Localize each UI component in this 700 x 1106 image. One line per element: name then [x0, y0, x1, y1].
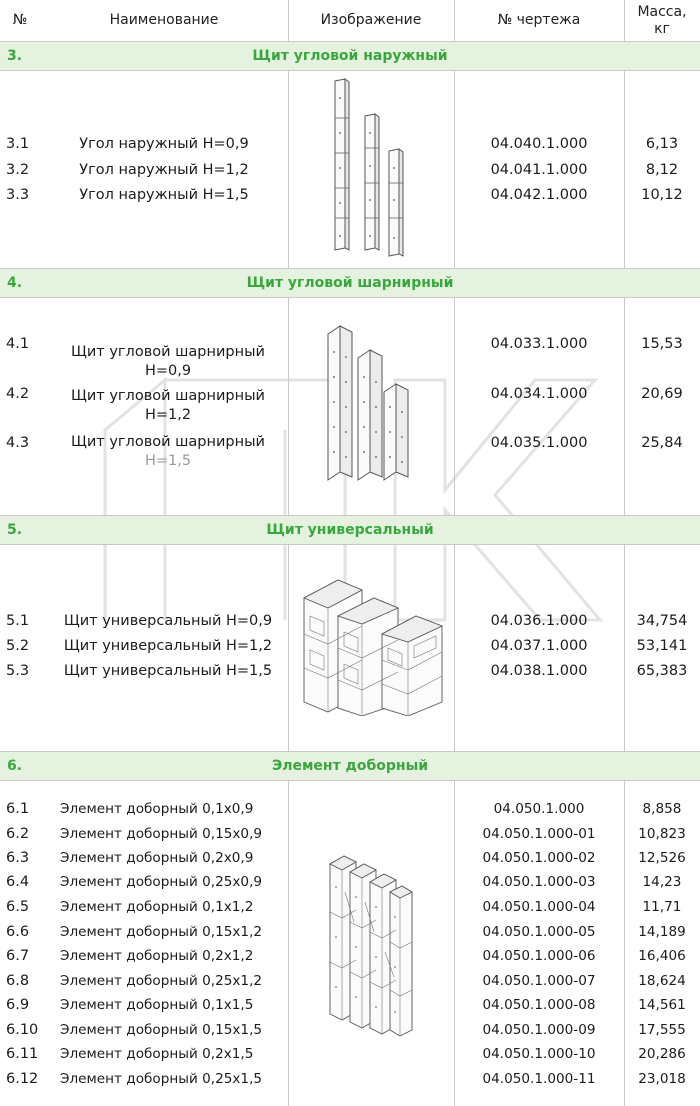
mass-value: 16,406	[638, 948, 686, 964]
section-6-header	[0, 752, 700, 780]
row-number: 5.1	[6, 613, 30, 629]
mass-value: 18,624	[638, 973, 686, 989]
mass-value: 20,286	[638, 1046, 686, 1062]
row-number: 6.3	[6, 850, 30, 866]
drawing-number: 04.050.1.000-10	[482, 1046, 596, 1062]
drawing-number: 04.041.1.000	[490, 162, 588, 178]
item-name: Элемент доборный 0,15x1,5	[60, 1022, 263, 1038]
header-name: Наименование	[109, 12, 219, 28]
drawing-number: 04.050.1.000-07	[482, 973, 596, 989]
item-name: Элемент доборный 0,1x0,9	[60, 801, 254, 817]
grid-line	[0, 268, 700, 269]
grid-line	[0, 515, 700, 516]
row-number: 6.1	[6, 801, 30, 817]
section-title: Щит угловой шарнирный	[246, 275, 454, 291]
item-name: Элемент доборный 0,2x1,2	[60, 948, 254, 964]
drawing-number: 04.050.1.000-06	[482, 948, 596, 964]
grid-line	[0, 70, 700, 71]
drawing-number: 04.050.1.000	[493, 801, 585, 817]
mass-value: 8,858	[642, 801, 682, 817]
section-number: 3.	[7, 48, 23, 64]
header-mass-line1: Масса,	[637, 3, 687, 20]
item-name-line2: H=1,2	[144, 407, 192, 423]
row-number: 6.2	[6, 826, 30, 842]
drawing-number: 04.050.1.000-01	[482, 826, 596, 842]
row-number: 6.11	[6, 1046, 39, 1062]
item-name: Элемент доборный 0,1x1,2	[60, 899, 254, 915]
grid-line	[454, 0, 455, 42]
drawing-number: 04.037.1.000	[490, 638, 588, 654]
drawing-number: 04.038.1.000	[490, 663, 588, 679]
item-name: Элемент доборный 0,1x1,5	[60, 997, 254, 1013]
item-name: Элемент доборный 0,25x1,5	[60, 1071, 263, 1087]
mass-value: 15,53	[641, 336, 683, 352]
drawing-number: 04.050.1.000-11	[482, 1071, 596, 1087]
mass-value: 6,13	[645, 136, 679, 152]
outer-corner-image	[325, 78, 415, 260]
universal-panel-image	[298, 576, 448, 716]
item-name: Элемент доборный 0,2x0,9	[60, 850, 254, 866]
section-number: 4.	[7, 275, 23, 291]
grid-line	[454, 297, 455, 516]
section-3-header	[0, 42, 700, 70]
section-number: 6.	[7, 758, 23, 774]
grid-line	[0, 780, 700, 781]
drawing-number: 04.035.1.000	[490, 435, 588, 451]
item-name: Щит универсальный H=1,5	[63, 663, 273, 679]
header-image: Изображение	[320, 12, 422, 28]
drawing-number: 04.050.1.000-05	[482, 924, 596, 940]
hinged-corner-image	[318, 322, 418, 492]
item-name: Элемент доборный 0,2x1,5	[60, 1046, 254, 1062]
row-number: 6.8	[6, 973, 30, 989]
grid-line	[0, 751, 700, 752]
item-name-line1: Щит угловой шарнирный	[71, 434, 265, 450]
item-name: Щит универсальный H=0,9	[63, 613, 273, 629]
row-number: 4.1	[6, 336, 30, 352]
grid-line	[288, 0, 289, 42]
mass-value: 25,84	[641, 435, 683, 451]
row-number: 6.12	[6, 1071, 39, 1087]
item-name: Элемент доборный 0,25x0,9	[60, 874, 263, 890]
mass-value: 20,69	[641, 386, 683, 402]
mass-value: 10,12	[641, 187, 683, 203]
mass-value: 12,526	[638, 850, 686, 866]
mass-value: 23,018	[638, 1071, 686, 1087]
row-number: 3.3	[6, 187, 30, 203]
item-name: Элемент доборный 0,15x0,9	[60, 826, 263, 842]
row-number: 5.3	[6, 663, 30, 679]
drawing-number: 04.042.1.000	[490, 187, 588, 203]
drawing-number: 04.050.1.000-02	[482, 850, 596, 866]
item-name: Угол наружный H=1,5	[79, 187, 249, 203]
grid-line	[0, 544, 700, 545]
mass-value: 34,754	[636, 613, 688, 629]
item-name-line1: Щит угловой шарнирный	[71, 388, 265, 404]
row-number: 3.2	[6, 162, 30, 178]
item-name-line1: Щит угловой шарнирный	[71, 344, 265, 360]
mass-value: 10,823	[638, 826, 686, 842]
row-number: 3.1	[6, 136, 30, 152]
row-number: 6.7	[6, 948, 30, 964]
mass-value: 11,71	[642, 899, 682, 915]
row-number: 6.10	[6, 1022, 39, 1038]
drawing-number: 04.050.1.000-04	[482, 899, 596, 915]
item-name-line2: H=0,9	[144, 363, 192, 379]
item-name: Угол наружный H=0,9	[79, 136, 249, 152]
mass-value: 65,383	[636, 663, 688, 679]
grid-line	[624, 0, 625, 42]
item-name: Элемент доборный 0,15x1,2	[60, 924, 263, 940]
grid-line	[0, 297, 700, 298]
mass-value: 53,141	[636, 638, 688, 654]
item-name: Элемент доборный 0,25x1,2	[60, 973, 263, 989]
drawing-number: 04.033.1.000	[490, 336, 588, 352]
row-number: 6.5	[6, 899, 30, 915]
section-4-header	[0, 269, 700, 297]
drawing-number: 04.034.1.000	[490, 386, 588, 402]
drawing-number: 04.050.1.000-09	[482, 1022, 596, 1038]
drawing-number: 04.040.1.000	[490, 136, 588, 152]
row-number: 6.6	[6, 924, 30, 940]
item-name-line2: H=1,5	[144, 453, 192, 469]
row-number: 6.9	[6, 997, 30, 1013]
section-number: 5.	[7, 522, 23, 538]
row-number: 4.3	[6, 435, 30, 451]
filler-element-image	[322, 852, 422, 1038]
mass-value: 14,561	[638, 997, 686, 1013]
row-number: 6.4	[6, 874, 30, 890]
drawing-number: 04.050.1.000-03	[482, 874, 596, 890]
drawing-number: 04.050.1.000-08	[482, 997, 596, 1013]
mass-value: 8,12	[645, 162, 679, 178]
section-title: Щит угловой наружный	[252, 48, 448, 64]
header-drawing: № чертежа	[497, 12, 581, 28]
item-name: Щит универсальный H=1,2	[63, 638, 273, 654]
mass-value: 17,555	[638, 1022, 686, 1038]
grid-line	[288, 780, 289, 1106]
section-5-header	[0, 516, 700, 544]
mass-value: 14,23	[642, 874, 682, 890]
header-mass	[624, 0, 700, 41]
mass-value: 14,189	[638, 924, 686, 940]
header-mass-line2: кг	[654, 20, 670, 37]
row-number: 4.2	[6, 386, 30, 402]
grid-line	[624, 297, 625, 516]
grid-line	[0, 41, 700, 42]
grid-line	[288, 70, 289, 269]
drawing-number: 04.036.1.000	[490, 613, 588, 629]
section-title: Щит универсальный	[266, 522, 434, 538]
item-name: Угол наружный H=1,2	[79, 162, 249, 178]
section-title: Элемент доборный	[271, 758, 429, 774]
header-num: №	[12, 12, 28, 28]
row-number: 5.2	[6, 638, 30, 654]
